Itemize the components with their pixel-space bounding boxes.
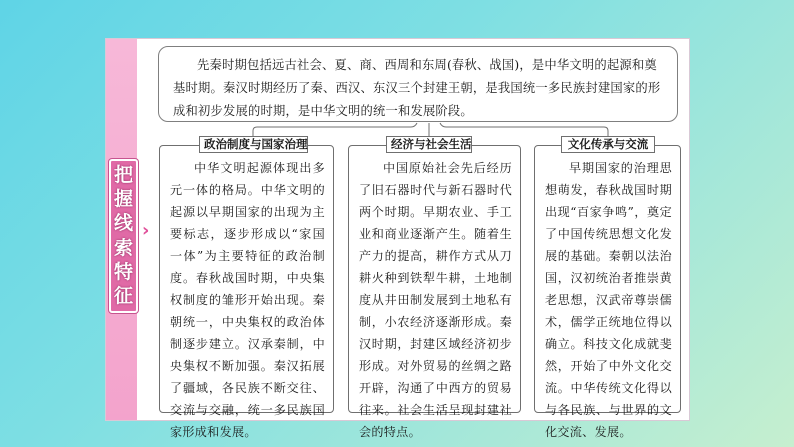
side-label-badge bbox=[109, 159, 138, 313]
side-strip bbox=[106, 39, 137, 420]
content-card bbox=[105, 38, 690, 439]
side-char-6: 征 bbox=[113, 284, 133, 307]
column-politics: 中华文明起源体现出多元一体的格局。中华文明的起源以早期国家的出现为主要标志，逐步形成以“家国一体”为主要特征的政治制度。春秋战国时期，中央集权制度的雏形开始出现。秦朝统一，中央集权的政治体制逐步建立。汉承秦制，中央集权不断加强。秦汉拓展了疆域，各民族不断交往、交流与交融，统一多民族国家形成和发展。 bbox=[159, 145, 334, 413]
side-char-4: 索 bbox=[113, 236, 133, 259]
column-economy: 中国原始社会先后经历了旧石器时代与新石器时代两个时期。早期农业、手工业和商业逐渐产生。随着生产力的提高，耕作方式从刀耕火种到铁犁牛耕，土地制度从井田制发展到土地私有制，小农经济逐渐形成。秦汉时期，封建区域经济初步形成。对外贸易的丝绸之路开辟，沟通了中西方的贸易往来。社会生活呈现封建社会的特点。 bbox=[348, 145, 521, 413]
column-title-economy: 经济与社会生活 bbox=[386, 136, 472, 153]
chevron-right-icon: › bbox=[142, 220, 150, 241]
column-culture: 早期国家的治理思想萌发，春秋战国时期出现“百家争鸣”，奠定了中国传统思想文化发展的基础。秦朝以法治国，汉初统治者推崇黄老思想，汉武帝尊崇儒术，儒学正统地位得以确立。科技文化成就斐然，开始了中外文化交流。中华传统文化得以与各民族、与世界的文化交流、发展。 bbox=[534, 145, 681, 413]
column-title-politics: 政治制度与国家治理 bbox=[199, 136, 308, 153]
side-char-5: 特 bbox=[113, 260, 133, 283]
intro-summary: 先秦时期包括远古社会、夏、商、西周和东周(春秋、战国)，是中华文明的起源和奠基时期。秦汉时期经历了秦、西汉、东汉三个封建王朝，是我国统一多民族封建国家的形成和初步发展的时期，是中华文明的统一和发展阶段。 bbox=[158, 46, 678, 122]
connector-1 bbox=[253, 123, 417, 136]
side-char-3: 线 bbox=[113, 212, 133, 235]
column-title-culture: 文化传承与交流 bbox=[561, 136, 655, 153]
side-char-1: 把 bbox=[113, 164, 133, 187]
side-char-2: 握 bbox=[113, 188, 133, 211]
connector-3 bbox=[440, 123, 608, 136]
